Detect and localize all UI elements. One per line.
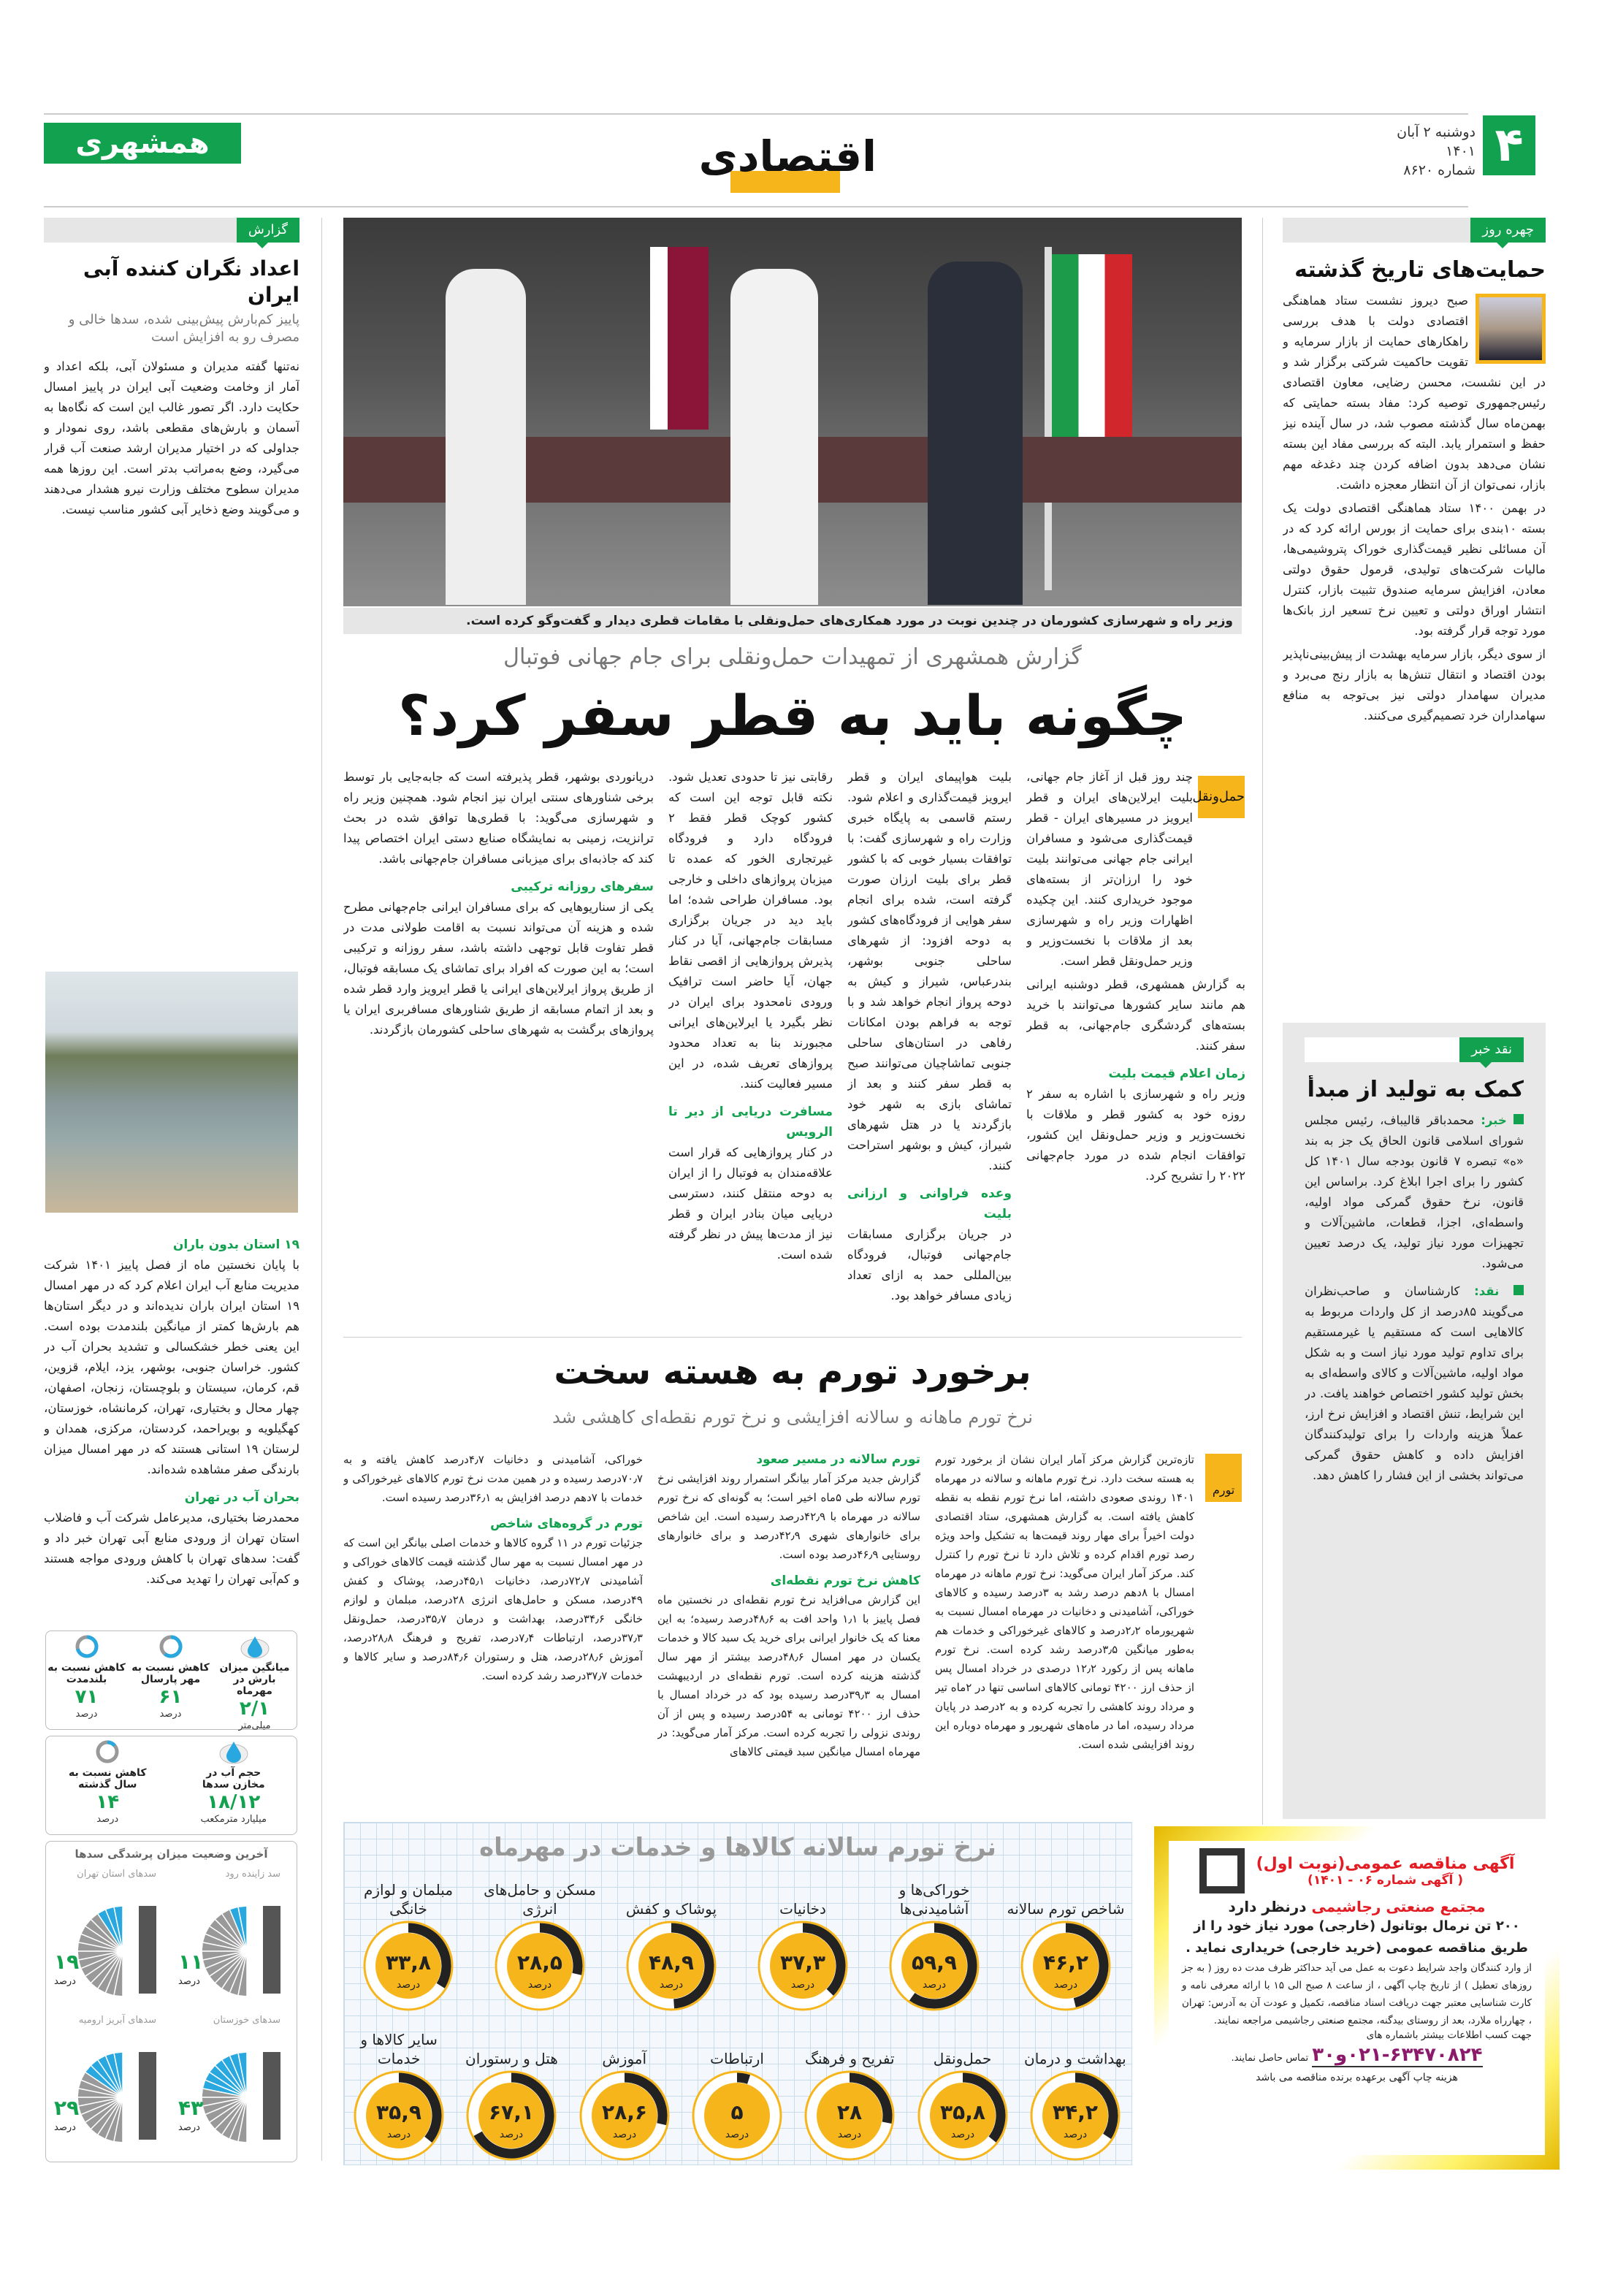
donut-6 [1013,2027,1137,2166]
donut-unit: درصد [790,1979,815,1991]
ad-info: جهت کسب اطلاعات بیشتر باشماره های [1366,2029,1532,2041]
donut-value: ۲۸ [837,2100,863,2124]
dam-unit: درصد [54,2122,76,2133]
inflation-column-2: تورم سالانه در مسیر صعود گزارش جدید مرکز آمار بیانگر استمرار روند افزایشی نرخ تورم سالانه طی ۵ماه اخیر است؛ به گونه‌ای که نرخ تورم سالانه در مهرماه با ۴۲٫۹درصد رسیده است. این شاخص برای خانوارهای شهری ۴۲٫۹درصد و برای خانوارهای روستایی ۴۶٫۹درصد بوده است. کاهش نرخ تورم نقطه‌ای این گزارش می‌افزاید نرخ تورم نقطه‌ای در نخستین ماه فصل پاییز با ۱٫۱ واحد افت به ۴۸٫۶درصد رسیده؛ به این معنا که یک خانوار ایرانی برای خرید یک سبد کالا و خدمات یکسان در مهر امسال ۴۸٫۶درصد بیشتر از مهر سال گذشته هزینه کرده است. تورم نقطه‌ای در اردیبهشت امسال به ۳۹٫۳درصد رسیده بود که در خرداد امسال با حذف ارز ۴۲۰۰ تومانی به ۵۴درصد رسیده و پس از آن روندی نزولی را تجربه کرده است. مرکز آمار می‌گوید: در مهرماه امسال میانگین سبد قیمتی کالاهای [657,1452,920,1758]
qatar-column-4: دریانوردی بوشهر، قطر پذیرفته است که جابه‌جایی بار توسط برخی شناورهای سنتی ایران نیز انجام شود. همچنین وزیر راه و شهرسازی می‌گوید: با قطری‌ها توافق شده در بحث ترانزیت، زمینی به نمایشگاه صنایع دستی ایران اختصاص پیدا کند که جاذبه‌ای برای میزبانی مسافران جام‌جهانی باشد. سفرهای روزانه ترکیبی یکی از سناریوهایی که برای مسافران ایرانی جام‌جهانی مطرح شده و هزینه آن می‌تواند نسبت به اقامت طولانی مدت در قطر تفاوت قابل توجهی داشته باشد، سفر روزانه و ترکیبی است؛ به این صورت که افراد برای تماشای یک مسابقه فوتبال، از طریق پرواز ایرلاین‌های ایرانی یا قطر ایرویز وارد قطر شده و بعد از اتمام مسابقه از طریق شناورهای مسافربری ایران یا پروازهای برگشت به شهرهای ساحلی کشورمان بازگردند. [343,770,654,1037]
donut-mark [577,2068,672,2163]
donut-unit: درصد [612,2129,636,2140]
donut-label: سایر کالاها و خدمات [360,2031,438,2067]
dam-unit: درصد [178,2122,200,2133]
ad-intends: درنظر دارد [1228,1898,1307,1915]
portrait-photo [1476,294,1546,364]
donut-unit: درصد [922,1979,947,1991]
donut-3 [609,1877,733,2016]
inflation-subtitle: نرخ تورم ماهانه و سالانه افزایشی و نرخ تورم نقطه‌ای کاهشی شد [552,1407,1033,1427]
donut-label: هتل و رستوران [465,2050,558,2067]
stat-item [131,1634,211,1720]
dam-fill-item [174,1868,291,2007]
stat-unit: میلی‌متر [238,1720,271,1731]
photo-caption: وزیر راه و شهرسازی کشورمان در چندین نوبت در مورد همکاری‌های حمل‌ونقلی با مقامات قطری دیدار و گفت‌وگو کرده است. [343,608,1242,634]
page-number: ۴ [1483,115,1535,175]
donut-11 [449,2027,573,2166]
dam-value: ۱۱ [178,1950,204,1974]
divider [343,1337,1242,1338]
issue-info [1373,123,1476,180]
stat-item [215,1634,295,1732]
stat-unit: درصد [75,1709,98,1720]
donut-7 [901,2027,1025,2166]
person [446,269,526,605]
donut-label: خوراکی‌ها و آشامیدنی‌ها [898,1881,970,1918]
donut-value: ۳۳,۸ [386,1950,431,1975]
donut-5 [346,1877,470,2016]
donut-label: تفریح و فرهنگ [804,2050,895,2067]
stat-value: ۷۱ [75,1686,99,1708]
critique-body: کمک به تولید از مبدأ خبر: محمدباقر قالیباف، رئیس مجلس شورای اسلامی قانون الحاق یک جز به بند «ه» تبصره ۷ قانون بودجه سال ۱۴۰۱ کل کشور را برای اجرا ابلاغ کرد. براساس این قانون، نرخ حقوق گمرکی مواد اولیه، واسطه‌ای، اجزا، قطعات، ماشین‌آلات و تجهیزات مورد نیاز تولید، یک درصد تعیین می‌شود. نقد: کارشناسان و صاحب‌نظران می‌گویند ۸۵درصد از کل واردات مربوط به کالاهایی است که مستقیم یا غیرمستقیم برای تداوم تولید مورد نیاز است و به شکل مواد اولیه، ماشین‌آلات و کالای واسطه‌ای به بخش تولید کشور اختصاص خواهند یافت. در این شرایط، تنش اقتصاد و افزایش نرخ ارز، عملاً هزینه واردات را برای تولیدکنندگان افزایش داده و کاهش حقوق گمرکی می‌تواند بخشی از این فشار را کاهش دهد. [1305,1077,1524,1482]
dam-name: سد زاینده رود [225,1869,280,1880]
dam-fill-item [50,2014,167,2153]
water-drop-icon [240,1634,270,1659]
qatar-column-1: چند روز قبل از آغاز جام جهانی، بلیت ایرلاین‌های ایران و قطر ایرویز در مسیرهای ایران - قطر قیمت‌گذاری می‌شود و مسافران ایرانی جام جهانی می‌توانند بلیت خود را ارزان‌تر از بسته‌های موجود خریداری کنند. این چکیده اظهارات وزیر راه و شهرسازی بعد از ملاقات با نخست‌وزیر و وزیر حمل‌ونقل قطر است. به گزارش همشهری، قطر دوشنبه ایرانی هم مانند سایر کشورها می‌توانند با خرید بسته‌های گردشگری جام‌جهانی، به قطر سفر کنند. زمان اعلام قیمت بلیت وزیر راه و شهرسازی با اشاره به سفر ۲ روزه خود به کشور قطر و ملاقات با نخست‌وزیر و وزیر حمل‌ونقل این کشور، توافقات انجام شده در مورد جام‌جهانی ۲۰۲۲ را تشریح کرد. [1026,770,1245,1183]
donut-mark [1028,2068,1123,2163]
ad-main: ۲۰۰ تن نرمال بوتانول (خارجی) مورد نیاز خود را از طریق مناقصه عمومی (خرید خارجی) خریداری نماید . [1186,1918,1528,1956]
dam-fill-item [174,2014,291,2153]
article-headline: چگونه باید به قطر سفر کرد؟ [397,683,1188,748]
donut-mark [464,2068,559,2163]
lead-photo [343,218,1242,606]
donut-value: ۲۸,۵ [517,1950,562,1975]
ad-footer: هزینه چاپ آگهی برعهده برنده مناقصه می باشد [1256,2072,1458,2083]
company-name: مجتمع صنعتی رجاشیمی [1311,1898,1486,1915]
donut-unit: درصد [659,1979,684,1991]
donut-unit: درصد [725,2129,749,2140]
donut-value: ۵ [730,2100,744,2124]
donut-label: بهداشت و درمان [1024,2050,1126,2067]
tag-transport: حمل‌ونقل [1198,776,1245,818]
donut-mark [802,2068,897,2163]
kicker-report: گزارش [44,218,299,243]
donut-unit: درصد [396,1979,421,1991]
stat-value: ۱۴ [96,1791,120,1813]
donut-mark [361,1918,456,2013]
ad-number: ( آگهی شماره ۰۶ - ۱۴۰۱) [1308,1872,1463,1888]
stat-item [47,1634,127,1720]
donut-value: ۴۸,۹ [649,1950,694,1975]
donut-value: ۳۵,۹ [376,2100,422,2124]
donut-12 [337,2027,461,2166]
donut-value: ۶۷,۱ [489,2100,535,2124]
kicker-news-critique: نقد خبر [1305,1037,1524,1062]
column-divider [321,218,322,2161]
dam-name: سدهای خوزستان [213,2015,280,2026]
donut-8 [787,2027,912,2166]
tag-inflation: تورم [1205,1454,1242,1502]
dam-name: سدهای استان تهران [77,1869,156,1880]
donut-unit: درصد [838,2129,862,2140]
donut-value: ۴۶,۲ [1043,1950,1088,1975]
stat-unit: میلیارد مترمکعب [200,1814,267,1825]
donut-mark [624,1918,719,2013]
ring-chart [93,1739,122,1764]
dam-value: ۴۳ [178,2096,204,2120]
stat-item [67,1739,148,1826]
inflation-column-3: خوراکی، آشامیدنی و دخانیات ۴٫۷درصد کاهش یافته و به ۷۰٫۷درصد رسیده و در همین مدت نرخ تورم کالاهای غیرخوراکی و خدمات با ۷دهم درصد افزایش به ۳۶٫۱درصد رسیده است. تورم در گروه‌های شاخص جزئیات تورم در ۱۱ گروه کالاها و خدمات اصلی بیانگر این است که در مهر امسال نسبت به مهر سال گذشته قیمت کالاهای خوراکی و آشامیدنی ۷۲٫۷درصد، دخانیات ۴۵٫۱درصد، پوشاک و کفش ۴۹درصد، مسکن و حامل‌های انرژی ۲۸درصد، مبلمان و لوازم خانگی ۳۴٫۶درصد، بهداشت و درمان ۳۵٫۷درصد، حمل‌ونقل ۳۷٫۳درصد، ارتباطات ۷٫۴درصد، تفریح و فرهنگ ۲۸٫۸درصد، آموزش ۲۸٫۶درصد، هتل و رستوران ۸۴٫۶درصد و سایر کالاها و خدمات ۳۷٫۷درصد رشد کرده است. [343,1453,643,1682]
donut-value: ۵۹,۹ [912,1950,957,1975]
water-subtitle: پاییز کم‌بارش پیش‌بینی شده، سدها خالی و مصرف رو به افزایش است [68,312,299,345]
stat-item [194,1739,274,1826]
donut-mark [755,1918,850,2013]
donut-label: آموزش [602,2050,647,2067]
donut-label: حمل‌ونقل [933,2050,992,2067]
ad-contact: تماس حاصل نمایند. [1231,2053,1309,2064]
donut-mark [915,2068,1010,2163]
dam-name: سدهای آبریز ارومیه [78,2015,156,2026]
company-logo [1199,1848,1245,1893]
donut-mark [690,2068,785,2163]
iran-flag [1052,254,1132,444]
stat-value: ۲/۱ [239,1698,270,1720]
dam-value: ۱۹ [54,1950,80,1974]
inflation-column-1: تازه‌ترین گزارش مرکز آمار ایران نشان از برخورد تورم به هسته سخت دارد. نرخ تورم ماهانه و سالانه در مهرماه ۱۴۰۱ روندی صعودی داشته، اما نرخ تورم نقطه به نقطه کاهش یافته است. به گزارش همشهری، ستاد اقتصادی دولت اخیراً برای مهار روند قیمت‌ها به تشکیل واحد ویژه رصد تورم اقدام کرده و تلاش دارد تا نرخ تورم را کنترل کند. مرکز آمار ایران می‌گوید: نرخ تورم ماهانه در مهرماه امسال با ۸دهم درصد رشد به ۳درصد رسیده و کالاهای خوراکی، آشامیدنی و دخانیات در مهرماه امسال نسبت به شهریورماه ۲٫۲درصد و کالاهای غیرخوراکی و خدمات هم به‌طور میانگین ۳٫۵درصد رشد کرده است. نرخ تورم ماهانه پس از رکورد ۱۲٫۲ درصدی در خرداد امسال پس از حذف ارز ۴۲۰۰ تومانی کالاهای اساسی تنها در ۲ماه تیر و مرداد روند کاهشی را تجربه کرده و به ۲درصد در پایان مرداد رسیده، اما در ماه‌های شهریور و مهرماه دوباره این روند افزایشی شده است. [935,1453,1194,1751]
qatar-column-2: بلیت هواپیمای ایران و قطر ایرویز قیمت‌گذاری و اعلام شود. رستم قاسمی به پایگاه خبری وزارت راه و شهرسازی گفت: با توافقات بسیار خوبی که با کشور قطر برای بلیت ارزان صورت گرفته است، شده برای انجام سفر هوایی از فرودگاه‌های کشور به دوحه افزود: از شهرهای ساحلی جنوبی بوشهر، بندرعباس، شیراز و کیش به دوحه پرواز انجام خواهد شد و با توجه به فراهم بودن امکانات رفاهی در استان‌های ساحلی جنوبی تماشاچیان می‌توانند صبح به قطر سفر کنند و بعد از تماشای بازی به شهر خود بازگردند یا در هتل شهرهای شیراز، کیش و بوشهر استراحت کنند. وعده فراوانی و ارزانی بلیت در جریان برگزاری مسابقات جام‌جهانی فوتبال، فرودگاه بین‌المللی حمد به ازای تعداد زیادی مسافر خواهد بود. [847,770,1012,1303]
donut-value: ۲۸,۶ [601,2100,647,2124]
donut-4 [478,1877,602,2016]
section-title: اقتصادی [701,131,884,197]
stat-value: ۱۸/۱۲ [207,1791,261,1813]
news-critique-box [1283,1023,1546,1819]
stat-label: کاهش نسبت به سال گذشته [69,1767,147,1790]
donut-mark [1018,1918,1113,2013]
stat-label: کاهش نسبت به بلندمدت [47,1662,126,1685]
donut-label: ارتباطات [710,2050,764,2067]
rainfall-stats [45,1631,297,1730]
dam-unit: درصد [54,1976,76,1987]
water-body: ۱۹ استان بدون باران با پایان نخستین ماه از فصل پاییز ۱۴۰۱ شرکت مدیریت منابع آب ایران اعلام کرد که در مهر امسال ۱۹ استان ایران باران ندیده‌اند و در دیگر استان‌ها هم بارش‌ها کمتر از میانگین بلندمدت بوده است. این یعنی خطر خشکسالی و تشدید بحران آب در کشور. خراسان جنوبی، بوشهر، یزد، ایلام، قزوین، قم، کرمان، سیستان و بلوچستان، زنجان، اصفهان، چهار محال و بختیاری، تهران، کرمانشاه، خوزستان، کهگیلویه و بویراحمد، کردستان، مرکزی، همدان و لرستان ۱۹ استانی هستند که در مهر امسال میزان بارندگی صفر مشاهده شده‌اند. بحران آب در تهران محمدرضا بختیاری، مدیرعامل شرکت آب و فاضلاب استان تهران از ورودی منابع آبی تهران خبر داد و گفت: سدهای تهران با کاهش ورودی مواجه هستند و کم‌آبی تهران را تهدید می‌کند. [44,1237,299,1586]
qatar-flag [650,247,709,430]
donut-mark [351,2068,446,2163]
water-intro: اعداد نگران کننده آبی ایران پاییز کم‌بارش پیش‌بینی شده، سدها خالی و مصرف رو به افزایش است نه‌تنها گفته مدیران و مسئولان آبی، بلکه اعداد و آمار از وخامت وضعیت آبی ایران در پاییز امسال حکایت دارد. اگر تصور غالب این است که نگاه‌ها به آسمان و بارش‌های مقطعی باشد، روی نمودار و جداولی که در اختیار مدیران ارشد صنعت آب قرار می‌گیرد، وضع به‌مراتب بدتر است. این روزها همه مدیران سطوح مختلف وزارت نیرو هشدار می‌دهند و می‌گویند وضع ذخایر آبی کشور مناسب نیست. [44,256,299,516]
critique-title: کمک به تولید از مبدأ [1307,1077,1524,1102]
donut-label: دخانیات [779,1900,826,1918]
stat-unit: درصد [159,1709,182,1720]
dam-fill-stats [45,1841,297,2162]
donut-unit: درصد [387,2129,411,2140]
ring-chart [72,1634,102,1659]
inflation-infographic [343,1822,1132,2165]
donut-value: ۳۵,۸ [939,2100,985,2124]
donut-label: مبلمان و لوازم خانگی [363,1881,454,1918]
water-drop-icon [219,1739,248,1764]
header-bottom-rule [44,206,1468,207]
qatar-column-3: رقابتی نیز تا حدودی تعدیل شود. نکته قابل توجه این است که کشور کوچک قطر فقط ۲ فرودگاه دارد و فرودگاه غیرتجاری الخور که عمده تا میزبان پروازهای داخلی و خارجی بود. مسافران طراحی شده؛ اما باید دید در جریان برگزاری مسابقات جام‌جهانی، آیا در کنار پذیرش پروازهایی از اقصی نقاط جهان، آیا حاضر است ترافیک ورودی نامحدود برای ایران در نظر بگیرد یا ایرلاین‌های ایرانی مجبورند بنا به تعداد محدود پروازهای تعریف شده، در این مسیر فعالیت کنند. مسافرت دریایی از دیر تا الرویس در کنار پروازهایی که قرار است علاقه‌مندان به فوتبال را از ایران به دوحه منتقل کنند، دسترسی دریایی میان بنادر ایران و قطر نیز از مدت‌ها پیش در نظر گرفته شده است. [668,770,833,1262]
dam-value: ۲۹ [54,2096,80,2120]
donut-9 [675,2027,799,2166]
stat-value: ۶۱ [159,1686,183,1708]
donut-mark [887,1918,982,2013]
donut-unit: درصد [1063,2129,1087,2140]
header-top-rule [44,113,1468,115]
stat-label: میانگین میزان بارش در مهرماه [219,1662,290,1697]
kicker-face-of-day: چهره روز [1283,218,1546,243]
donut-unit: درصد [1053,1979,1078,1991]
newspaper-logo[interactable]: همشهری [44,123,241,164]
ad-phone[interactable]: ۰۲۱-۶۳۴۷۰۸۲۴و۳۰ [1312,2044,1483,2066]
donut-unit: درصد [500,2129,524,2140]
stat-label: کاهش نسبت به مهر پارسال [131,1662,210,1685]
issue-number: شماره ۸۶۲۰ [1403,162,1476,178]
stat-label: حجم آب در مخازن سدها [202,1767,265,1790]
chart-title: نرخ تورم سالانه کالاها و خدمات در مهرماه [479,1833,996,1862]
dams-title: آخرین وضعیت میزان پرشدگی سدها [75,1847,268,1861]
dam-unit: درصد [178,1976,200,1987]
column-divider [1262,218,1263,1825]
person [928,262,1023,605]
donut-0 [1004,1877,1128,2016]
water-title: اعداد نگران کننده آبی ایران [83,256,299,307]
ring-chart [156,1634,186,1659]
donut-1 [872,1877,996,2016]
donut-unit: درصد [950,2129,974,2140]
donut-arc [737,2078,749,2080]
date: دوشنبه ۲ آبان ۱۴۰۱ [1397,124,1476,159]
tender-advertisement[interactable] [1154,1826,1560,2170]
donut-label: شاخص تورم سالانه [1007,1900,1125,1918]
reservoir-stats [45,1736,297,1835]
article-title: حمایت‌های تاریخ گذشته [1294,257,1546,283]
donut-label: مسکن و حامل‌های انرژی [484,1881,596,1918]
article-supertitle: گزارش همشهری از تمهیدات حمل‌ونقلی برای جام جهانی فوتبال [503,644,1082,670]
donut-10 [562,2027,687,2166]
dam-photo [45,972,298,1213]
stat-unit: درصد [96,1814,119,1825]
donut-unit: درصد [527,1979,552,1991]
article-body: حمایت‌های تاریخ گذشته صبح دیروز نشست ستاد هماهنگی اقتصادی دولت با هدف بررسی راهکارهای حمایت از بازار سرمایه و تقویت حاکمیت شرکتی برگزار شد و در این نشست، محسن رضایی، معاون اقتصادی رئیس‌جمهوری توصیه کرد: مفاد بسته حمایتی که بهمن‌ماه سال گذشته مصوب شد، در سال آینده نیز حفظ و استمرار یابد. البته که بررسی مفاد این بسته نشان می‌دهد بدون اضافه کردن چند دغدغه مهم بازار، نمی‌توان از آن انتظار معجزه داشت. در بهمن ۱۴۰۰ ستاد هماهنگی اقتصادی دولت یک بسته ۱۰بندی برای حمایت از بورس ارائه کرد که در آن مسائلی نظیر قیمت‌گذاری خوراک پتروشیمی‌ها، مالیات شرکت‌های تولیدی، قرمول حقوق دولتی معادن، افزایش سرمایه صندوق تثبیت بازار، کنترل انتشار اوراق دولتی و تعیین نرخ تسعیر ارز بانک‌ها مورد توجه قرار گرفته بود. از سوی دیگر، بازار سرمایه بهشدت از پیش‌بینی‌ناپذیر بودن اقتصاد و انتقال تنش‌ها به بازار رنج می‌برد و مدیران سهامدار دولتی نیز بی‌توجه به منافع سهامداران خرد تصمیم‌گیری می‌کنند. [1283,257,1546,722]
ad-title: آگهی مناقصه عمومی(نوبت اول) [1256,1854,1515,1873]
dam-fill-item [50,1868,167,2007]
donut-value: ۳۴,۲ [1052,2100,1098,2124]
donut-value: ۳۷,۳ [780,1950,825,1975]
donut-mark [492,1918,587,2013]
inflation-headline: برخورد تورم به هسته سخت [554,1351,1031,1392]
ad-body: از وارد کنندگان واجد شرایط دعوت به عمل می آید حداکثر ظرف مدت ده روز ( به جز روزهای تعطیل ) از تاریخ چاپ آگهی ، از ساعت ۸ صبح الی ۱۵ با ارائه معرفی نامه و کارت شناسایی معتبر جهت دریافت اسناد مناقصه، تکمیل و عودت آن به آدرس: تهران ، چهارراه ملارد، بعد از روستای بیدگنه، مجتمع صنعتی رجاشیمی مراجعه نمایند. [1182,1962,1532,2026]
donut-2 [741,1877,865,2016]
person [730,269,818,605]
donut-label: پوشاک و کفش [625,1900,717,1918]
